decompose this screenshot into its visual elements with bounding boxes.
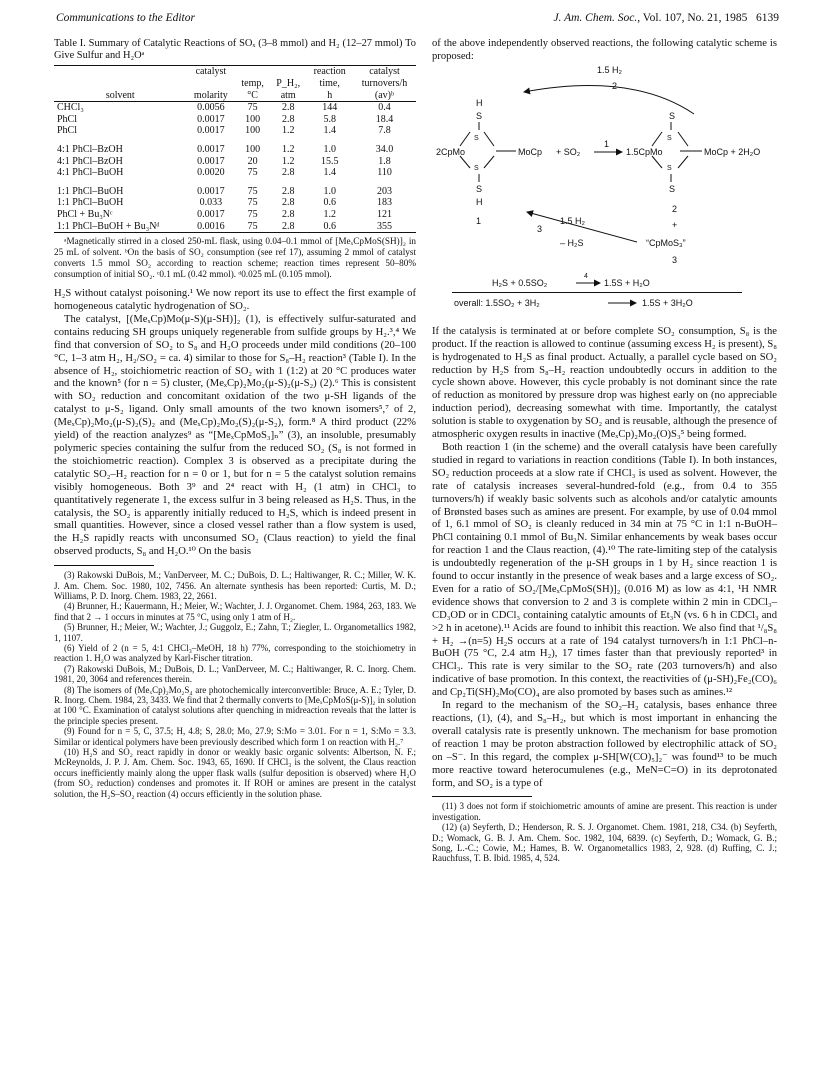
table-cell: 0.0020: [197, 167, 225, 179]
table-cell: 75: [247, 102, 258, 114]
low-h2: 1.5 H₂: [560, 215, 586, 226]
table-cell: 2.8: [281, 185, 295, 197]
cpmo-right: 1.5CpMo: [626, 146, 663, 157]
table-cell: 121: [377, 208, 392, 220]
table-cell: 0.0017: [197, 208, 225, 220]
footnote: (12) (a) Seyferth, D.; Henderson, R. S. J. Organomet. Chem. 1981, 218, C34. (b) Seyferth, D.; Womack, G. B. J. Am. Chem. Soc. 1982, 104, 6839. (c) Seyferth, D.; Womack, G. B.; Song, L.-C.; Cowie, M.; Hames, B. W. Organometallics 1983, 2, 928. (d) Ruffing, C. J.; Rauchfuss, T. B. Ibid. 1985, 4, 524.: [432, 822, 777, 864]
table-cell: 34.0: [375, 143, 394, 155]
table-cell: 75: [235, 221, 270, 233]
table-cell: 7.8: [378, 125, 391, 137]
eq4-number: 4: [584, 272, 588, 280]
s-bottom-right: S: [669, 183, 676, 194]
th-turnovers-2: turnovers/h: [361, 78, 408, 89]
th-solvent-spacer: [54, 66, 187, 78]
curved-arrow-top: [524, 85, 694, 113]
table-cell: 2.8: [281, 113, 295, 125]
table-cell: 0.4: [378, 102, 391, 114]
gap-cell: [54, 137, 416, 144]
table-row: [54, 102, 416, 114]
plus-sign: +: [672, 219, 678, 230]
s-ring-top-right: S: [667, 134, 672, 142]
table-row: [54, 125, 416, 137]
cell-solvent: CHCl₃: [57, 102, 84, 114]
bond: [460, 132, 470, 146]
table-cell: 100: [245, 125, 261, 137]
table-cell: 1.2: [281, 125, 295, 137]
h-bottom: H: [476, 196, 483, 207]
table-row: [54, 114, 416, 126]
cell-solvent: PhCl: [57, 113, 78, 125]
label-2: 2: [672, 203, 678, 214]
body-paragraph: H₂S without catalyst poisoning.¹ We now report its use to effect the first example of homogeneous catalytic hydrogenation of SO₂.: [54, 288, 416, 313]
scheme-intro: of the above independently observed reactions, the following catalytic scheme is proposed:: [432, 38, 777, 62]
table-cell: 203: [377, 185, 392, 197]
table-row: [54, 156, 416, 168]
label-1: 1: [476, 215, 482, 226]
table-footnote: ᵃMagnetically stirred in a closed 250-mL flask, using 0.04–0.1 mmol of [MeₓCpMoS(SH)]₂ in 25 mL of solvent. ᵇOn the basis of SO₂ consumption (see ref 17), assuming 2 mmol of catalyst converts 1.5 mmol SO₂ according to reaction scheme; reaction times represent 50–80% consumption of initial SO₂. ᶜ0.1 mL (0.42 mmol). ᵈ0.025 mL (0.105 mmol).: [54, 236, 416, 280]
mocp-left: MoCp: [518, 146, 543, 157]
table-cell: 0.0017: [197, 113, 225, 125]
bond: [484, 132, 494, 146]
overall-rule: [452, 292, 742, 293]
table-cell: 110: [377, 167, 392, 179]
overall-right: 1.5S + 3H₂O: [642, 297, 693, 308]
cell-solvent: PhCl: [57, 125, 78, 137]
th-temp-1: temp,: [241, 78, 264, 89]
footnote-rule-right: [432, 796, 532, 797]
eq4-left: H₂S + 0.5SO₂: [492, 277, 548, 288]
table-cell: 0.033: [199, 197, 223, 209]
cell-solvent: 4:1 PhCl–BuOH: [57, 167, 124, 179]
table-cell: 75: [247, 197, 258, 209]
table-cell: 0.0017: [197, 185, 225, 197]
body-paragraph: In regard to the mechanism of the SO₂–H₂ catalysis, bases enhance three reactions, (1), (4), and S₈–H₂, but which is most important in enhancing the overall catalysis rate is presently unknown. The mechanism for base promotion of reaction 1 may be proton abstraction followed by electrophilic attack of SO₂ on –S⁻. In this regard, the complex μ-SH[W(CO)₅]₂⁻ was found¹³ to be much more reactive toward heterocumulenes (e.g., MeN=C=O) in its deprotonated form, and SO₂ is a type of: [432, 700, 777, 789]
table-cell: 1.0: [323, 143, 336, 155]
footnote: (7) Rakowski DuBois, M.; DuBois, D. L.; VanDerveer, M. C.; Haltiwanger, R. C. Inorg. Chem. 1981, 20, 3064 and references therein.: [54, 663, 416, 685]
data-table: [54, 65, 416, 233]
page-number: 6139: [756, 12, 779, 24]
table-cell: 0.6: [323, 197, 336, 209]
s-ring-top: S: [474, 134, 479, 142]
footnote: (10) H₂S and SO₂ react rapidly in donor or weakly basic organic solvents: Albertson, N. F.; McReynolds, J. P. J. Am. Chem. Soc. 1943, 65, 1690. If CHCl₃ is the solvent, the Claus reaction occurs inefficiently mainly along the upper flask walls (sulfur deposition is observed) where H₂O (from SO₂ reduction) condenses and promotes it. If ROH or amines are present in the catalyst solution, the H₂S–SO₂ reaction (4) occurs efficiently in the solution phase.: [54, 747, 416, 799]
volume-info: Vol. 107, No. 21, 1985: [642, 12, 748, 24]
table-cell: 15.5: [320, 155, 339, 167]
table-cell: 75: [247, 185, 258, 197]
table-cell: 0.0016: [187, 221, 236, 233]
footnote-rule: [54, 565, 154, 566]
footnote: (5) Brunner, H.; Meier, W.; Wachter, J.; Guggolz, E.; Zahn, T.; Ziegler, L. Organometallics 1982, 1, 1107.: [54, 622, 416, 643]
table-cell: 1.2: [281, 143, 295, 155]
scheme-top-label: 2: [612, 80, 618, 91]
table-cell: 1.0: [323, 185, 336, 197]
table-cell: 100: [245, 113, 261, 125]
footnotes-left: [54, 570, 416, 799]
th-turnovers-3: (av)ᵇ: [353, 90, 416, 102]
scheme-diagram: [432, 64, 777, 290]
overall-left: overall: 1.5SO₂ + 3H₂: [454, 297, 540, 308]
th-pressure-1: P_H₂,: [276, 78, 301, 89]
table-cell: 1.2: [281, 155, 295, 167]
arrow-label-3: 3: [537, 223, 543, 234]
bond: [652, 156, 662, 168]
bond: [484, 156, 494, 168]
table-cell: 2.8: [270, 221, 306, 233]
gap-cell: [54, 179, 416, 186]
table-cell: 183: [377, 197, 392, 209]
cpmos3: “CpMoS₃”: [646, 237, 686, 248]
cell-solvent: 4:1 PhCl–BzOH: [57, 155, 123, 167]
th-blank: [187, 78, 236, 90]
mocp-right: MoCp + 2H₂O: [704, 146, 761, 157]
low-h2s: – H₂S: [560, 237, 584, 248]
table-cell: 0.6: [306, 221, 353, 233]
table-cell: 1.8: [378, 155, 391, 167]
overall-equation: [432, 294, 777, 316]
label-3: 3: [672, 254, 678, 265]
th-temp-spacer: [235, 66, 270, 78]
plus-so2: + SO₂: [556, 146, 581, 157]
table-row: [54, 197, 416, 209]
bond: [460, 156, 470, 168]
th-temp-2: °C: [235, 90, 270, 102]
table-cell: 75: [247, 208, 258, 220]
s-ring-bottom-right: S: [667, 164, 672, 172]
catalytic-scheme: [432, 64, 777, 394]
scheme-top-h2: 1.5 H₂: [597, 64, 623, 75]
th-pressure-spacer: [270, 66, 306, 78]
table-cell: 1.4: [323, 167, 336, 179]
bond: [678, 132, 688, 146]
table-cell: 75: [247, 167, 258, 179]
footnote: (4) Brunner, H.; Kauermann, H.; Meier, W.; Wachter, J. J. Organomet. Chem. 1984, 263, 183. We find that 2 → 1 occurs in minutes at 75 °C, using only 1 atm of H₂.: [54, 601, 416, 622]
th-time-1: reaction: [306, 66, 353, 78]
body-paragraph: The catalyst, [(MeₓCp)Mo(μ-S)(μ-SH)]₂ (1), is effectively sulfur-saturated and contains reducing SH groups uniquely regenerable from sulfide groups by H₂.³,⁴ We find that conversion of SO₂ to S₈ and H₂O proceeds under mild conditions (20–100 °C, 1–3 atm H₂, H₂/SO₂ = ca. 4) similar to those for S₈–H₂ reaction³ (Table I). In the absence of H₂, stoichiometric reaction of SO₂ with 1 (1:2) at 20 °C produces water and the known⁵ (for n = 5) cluster, (MeₓCp)₂Mo₂(μ-S)₂(μ-S₂) (2).⁶ This is consistent with SO₂ reduction and concomitant oxidation of the two μ-SH ligands of the catalyst to μ-S₂ ligand. Only small amounts of the two known isomers⁵,⁷ of 2, (MeₓCp)₂Mo₂(μ-S)₂(S)₂ and (MeₓCp)₂Mo₂(S)₂(μ-S₂), form.⁸ A third product (22% yield) of the reaction analyzes⁹ as “[MeₓCpMoS₃]ₙ” (3), an insoluble, presumably polymeric species containing the sulfur from the reduced SO₂ (S₈ is not formed in the stoichiometric reaction). Complex 3 is observed as a precipitate during the catalytic SO₂–H₂ reaction for n = 0 or 1, but for n = 5 the catalyst solution remains visibly homogeneous. Both 3⁹ and 2⁴ react with H₂ (1 atm) in CHCl₃ to quantitatively regenerate 1, the excess sulfur in 3 being released as H₂S. Thus, in the catalysis, the SO₂ is apparently initially reduced to H₂S, which is indeed present in small quantities. However, since a closed vessel rather than a flow system is used, the H₂S rapidly reacts with unconsumed SO₂ (Claus reaction) to yield the final observed products, S₈ and H₂O.¹⁰ On the basis: [54, 313, 416, 558]
journal-name: J. Am. Chem. Soc.,: [553, 12, 641, 24]
th-blank: [54, 78, 187, 90]
cell-solvent: PhCl + Bu₃Nᶜ: [57, 208, 113, 220]
running-header-left: Communications to the Editor: [56, 12, 195, 24]
cpmo-left: 2CpMo: [436, 146, 466, 157]
table-cell: 2.8: [281, 208, 295, 220]
s-top: S: [476, 110, 483, 121]
table-cell: 1.4: [323, 125, 336, 137]
th-time-3: h: [306, 90, 353, 102]
table-row: [54, 144, 416, 156]
body-paragraph: If the catalysis is terminated at or before complete SO₂ consumption, S₈ is the product. If the reaction is allowed to continue (assuming excess H₂ is present), S₈ is hydrogenated to H₂S as final product. Actually, a parallel cycle based on SO₂ reduction by H₂S from S₈–H₂ reaction undoubtedly occurs in addition to the cycle shown above. However, this cycle probably is not dominant since the rate of reduction as monitored by pressure drop was highest early on (no appreciable induction period), decreasing somewhat with time. Importantly, the catalyst solution is stable to oxygenation by SO₂ and is reusable, although the presence of atmospheric oxygen results in inactive (MeₓCp)₂Mo₂(O)S₃⁵ being formed.: [432, 325, 777, 441]
th-molarity-1: catalyst: [187, 66, 236, 78]
th-time-2: time,: [319, 78, 340, 89]
table-cell: 2.8: [281, 167, 295, 179]
th-solvent: solvent: [54, 90, 187, 102]
table-cell: 5.8: [323, 113, 336, 125]
table-caption: Table I. Summary of Catalytic Reactions of SOₓ (3–8 mmol) and H₂ (12–27 mmol) To Give Sulfur and H₂Oᵃ: [54, 38, 416, 62]
th-turnovers-1: catalyst: [353, 66, 416, 78]
table-cell: 2.8: [281, 102, 295, 114]
bond: [678, 156, 688, 168]
running-header-right: [553, 12, 779, 24]
body-paragraph: Both reaction 1 (in the scheme) and the overall catalysis have been carefully studied in regard to variations in reaction conditions (Table I). In both instances, SO₂ reduction proceeds at a slow rate if CHCl₃ is used as solvent. However, the rate of catalysis increases several-hundred-fold (e.g., from 0.4 to 355 turnovers/h) if weakly basic solvents such as alcohols and/or catalytic amounts of Brønsted bases such as amines are present. For example, by use of 0.04 mmol of 1, 6.1 mmol of SO₂ is cleanly reduced in 34 min at 75 °C in 1:1 n-BuOH–PhCl containing 0.1 mmol of Bu₃N. Similar enhancements by weak bases occur for reaction 1 and the Claus reaction, (4).¹⁰ The rate-limiting step of the catalysis is undoubtedly regeneration of the μ-SH groups in 1 by H₂ since reaction 1 is found to occur instantly in the presence of weak bases and a large excess of SO₂. Even for a ratio of SO₂/[MeₓCpMoS(SH)]₂ (0.016 M) as low as 4:1, ¹H NMR evidence shows that conversion to 2 and 3 is complete within 2 min in CDCl₃–CD₃OD or in CDCl₃ containing catalytic amounts of Et₃N (vs. 6 h in CDCl₃ and >2 h in acetone).¹¹ Acids are found to inhibit this reaction. We also find that ¹/₈S₈ + H₂ →(n=5) H₂S occurs at a rate of 194 catalyst turnovers/h in 1:1 PhCl–n-BuOH (75 °C, 2.4 atm H₂), 17 times faster than that previously reported³ in CHCl₃. This rate is very similar to the SO₂ rate (203 turnovers/h) and also indicative of base promotion. In this context, the reactivities of (μ-SH)₂Fe₂(CO)₆ and Cp₂Ti(SH)₂Mo(CO)₄ are also promoted by bases such as amines.¹²: [432, 441, 777, 699]
table-row: [54, 209, 416, 221]
footnote: (11) 3 does not form if stoichiometric amounts of amine are present. This reaction is under investigation.: [432, 801, 777, 822]
cell-solvent: 1:1 PhCl–BuOH: [57, 185, 124, 197]
s-bottom: S: [476, 183, 483, 194]
footnote: (3) Rakowski DuBois, M.; VanDerveer, M. C.; DuBois, D. L.; Haltiwanger, R. C.; Miller, W. K. J. Am. Chem. Soc. 1980, 102, 7456. An alternate synthesis has been reported: Curtis, M. D.; Williams, P. D. Inorg. Chem. 1983, 22, 2661.: [54, 570, 416, 601]
cell-solvent: 1:1 PhCl–BuOH: [57, 197, 124, 209]
table-cell: 18.4: [375, 113, 394, 125]
footnote: (9) Found for n = 5, C, 37.5; H, 4.8; S, 28.0; Mo, 27.9; S:Mo = 3.01. For n = 1, S:Mo = 3.3. Similar or identical polymers have been previously described which form 1 on reaction with H₂.⁷: [54, 726, 416, 747]
table-row: [54, 167, 416, 179]
table-cell: 0.0056: [197, 102, 225, 114]
eq4-right: 1.5S + H₂O: [604, 277, 650, 288]
table-cell: 1.2: [323, 208, 336, 220]
bond: [652, 132, 662, 146]
table-row: [54, 186, 416, 198]
group-gap: [54, 179, 416, 186]
left-column: [54, 38, 416, 799]
s-top-right: S: [669, 110, 676, 121]
footnote: (6) Yield of 2 (n = 5, 4:1 CHCl₃–MeOH, 18 h) 77%, corresponding to the stoichiometry in reaction 1. H₂O was analyzed by Karl-Fischer titration.: [54, 643, 416, 664]
s-ring-bottom: S: [474, 164, 479, 172]
th-molarity-2: molarity: [187, 90, 236, 102]
right-column: [432, 38, 777, 864]
table-row: [54, 221, 416, 233]
table-cell: 144: [322, 102, 338, 114]
cell-solvent: 1:1 PhCl–BuOH + Bu₃Nᵈ: [54, 221, 187, 233]
table-cell: 20: [247, 155, 258, 167]
footnote: (8) The isomers of (MeₓCp)₂Mo₂S₄ are photochemically interconvertible: Bruce, A. E.; Tyler, D. R. Inorg. Chem. 1984, 23, 3433. We find that 2 thermally converts to [MeₓCpMoS(μ-S)]₂ in solution at 100 °C. Examination of catalyst solutions after quenching in midreaction reveals that the latter is the principle species present.: [54, 684, 416, 726]
table-cell: 0.0017: [197, 125, 225, 137]
table-cell: 0.0017: [197, 143, 225, 155]
footnotes-right: [432, 801, 777, 863]
h-top: H: [476, 97, 483, 108]
th-pressure-2: atm: [270, 90, 306, 102]
table-cell: 100: [245, 143, 261, 155]
arrow-label-1: 1: [604, 138, 610, 149]
cell-solvent: 4:1 PhCl–BzOH: [57, 143, 123, 155]
table-cell: 0.0017: [197, 155, 225, 167]
group-gap: [54, 137, 416, 144]
table-cell: 355: [353, 221, 416, 233]
table-cell: 2.8: [281, 197, 295, 209]
